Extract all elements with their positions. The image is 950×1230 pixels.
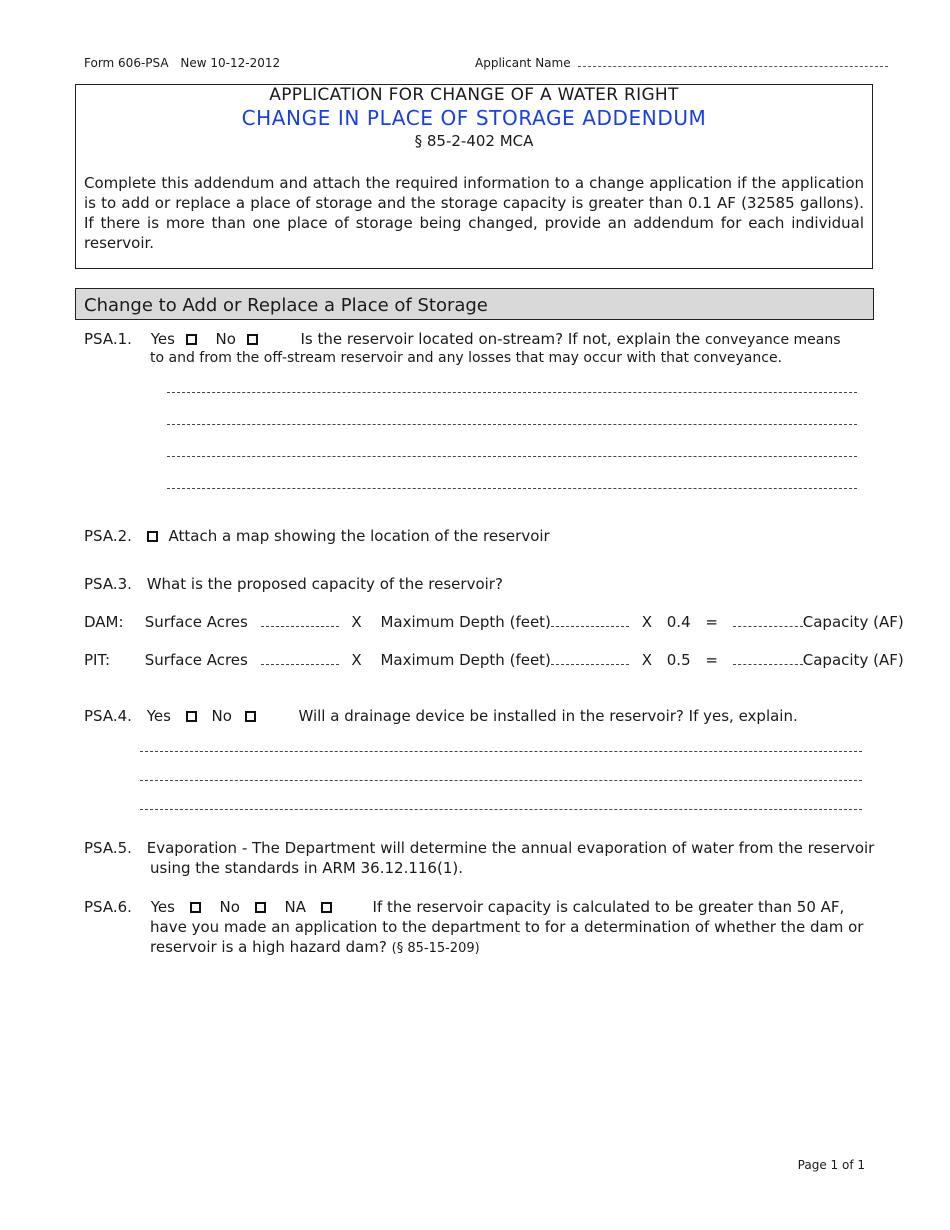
form-header-id	[84, 56, 280, 70]
pit-factor: 0.5	[666, 651, 691, 669]
section-heading	[75, 288, 874, 320]
pit-capacity-label: Capacity (AF)	[802, 651, 904, 669]
psa4-no-label: No	[211, 707, 232, 725]
dam-surface-label: Surface Acres	[144, 613, 248, 631]
pit-depth-label: Maximum Depth (feet)	[380, 651, 551, 669]
psa6-line3-row	[150, 938, 480, 956]
applicant-name-label: Applicant Name	[475, 56, 571, 70]
psa1-no-checkbox[interactable]	[247, 334, 258, 345]
psa1-answer-line[interactable]	[167, 488, 857, 489]
psa4-row	[84, 707, 798, 725]
psa3-row	[84, 575, 503, 593]
psa3-question: What is the proposed capacity of the reservoir?	[146, 575, 503, 593]
multiply-sign: X	[351, 651, 362, 669]
pit-capacity-input[interactable]	[733, 651, 803, 665]
psa6-na-label: NA	[284, 898, 306, 916]
multiply-sign: X	[641, 651, 652, 669]
psa4-question: Will a drainage device be installed in the reservoir? If yes, explain.	[298, 707, 798, 725]
psa4-answer-line[interactable]	[140, 809, 862, 810]
intro-paragraph: Complete this addendum and attach the required information to a change application if the application is to add or replace a place of storage and the storage capacity is greater than 0.1 AF (32585 gallons). If there is more than one place of storage being changed, provide an addendum for each individual reservoir.	[84, 174, 864, 252]
pit-surface-label: Surface Acres	[144, 651, 248, 669]
psa5-line1: Evaporation - The Department will determine the annual evaporation of water from the reservoir	[146, 839, 875, 857]
psa2-text: Attach a map showing the location of the reservoir	[168, 527, 550, 545]
psa6-yes-checkbox[interactable]	[190, 902, 201, 913]
psa4-no-checkbox[interactable]	[245, 711, 256, 722]
psa3-label: PSA.3.	[84, 575, 132, 593]
dam-surface-acres-input[interactable]	[261, 613, 339, 627]
pit-calc-row	[84, 651, 904, 669]
section-title: Change to Add or Replace a Place of Storage	[84, 295, 488, 316]
psa5-label: PSA.5.	[84, 839, 132, 857]
form-title: APPLICATION FOR CHANGE OF A WATER RIGHT	[269, 85, 679, 105]
psa6-line1: If the reservoir capacity is calculated to be greater than 50 AF,	[372, 898, 845, 916]
psa2-map-checkbox[interactable]	[147, 531, 158, 542]
psa6-no-checkbox[interactable]	[255, 902, 266, 913]
psa1-row	[84, 330, 841, 348]
psa6-line2: have you made an application to the department to for a determination of whether the dam or	[150, 918, 864, 936]
title-box	[75, 84, 873, 269]
psa1-yes-label: Yes	[150, 330, 175, 348]
applicant-name-row	[475, 56, 888, 70]
psa6-yes-label: Yes	[150, 898, 175, 916]
dam-capacity-input[interactable]	[733, 613, 803, 627]
psa1-answer-line[interactable]	[167, 392, 857, 393]
psa4-answer-line[interactable]	[140, 780, 862, 781]
psa1-question-line2: to and from the off-stream reservoir and any losses that may occur with that conveyance.	[150, 350, 783, 366]
psa1-label: PSA.1.	[84, 330, 132, 348]
psa5-row	[84, 839, 874, 857]
psa5-line2: using the standards in ARM 36.12.116(1).	[150, 859, 463, 877]
psa6-na-checkbox[interactable]	[321, 902, 332, 913]
psa4-yes-checkbox[interactable]	[186, 711, 197, 722]
dam-calc-row	[84, 613, 904, 631]
psa1-answer-line[interactable]	[167, 424, 857, 425]
psa1-question-small: conveyance means	[705, 332, 841, 348]
page-number: Page 1 of 1	[797, 1158, 865, 1172]
psa1-question: Is the reservoir located on-stream? If not, explain the	[300, 330, 701, 348]
multiply-sign: X	[351, 613, 362, 631]
pit-surface-acres-input[interactable]	[261, 651, 339, 665]
psa4-yes-label: Yes	[146, 707, 171, 725]
dam-depth-label: Maximum Depth (feet)	[380, 613, 551, 631]
psa1-yes-checkbox[interactable]	[186, 334, 197, 345]
addendum-title: CHANGE IN PLACE OF STORAGE ADDENDUM	[241, 106, 707, 130]
psa4-answer-line[interactable]	[140, 751, 862, 752]
psa4-label: PSA.4.	[84, 707, 132, 725]
form-id: Form 606-PSA	[84, 56, 169, 70]
statute-reference: § 85-2-402 MCA	[414, 132, 534, 150]
pit-label: PIT:	[84, 651, 111, 669]
psa6-line3: reservoir is a high hazard dam?	[150, 938, 387, 956]
psa1-answer-line[interactable]	[167, 456, 857, 457]
dam-label: DAM:	[84, 613, 124, 631]
psa6-statute: (§ 85-15-209)	[391, 941, 480, 956]
psa1-no-label: No	[215, 330, 236, 348]
equals-sign: =	[705, 613, 718, 631]
psa6-label: PSA.6.	[84, 898, 132, 916]
multiply-sign: X	[641, 613, 652, 631]
pit-max-depth-input[interactable]	[551, 651, 629, 665]
form-date: New 10-12-2012	[180, 56, 281, 70]
psa2-row	[84, 527, 550, 545]
psa2-label: PSA.2.	[84, 527, 132, 545]
psa6-no-label: No	[219, 898, 240, 916]
equals-sign: =	[705, 651, 718, 669]
psa6-row	[84, 898, 844, 916]
dam-factor: 0.4	[666, 613, 691, 631]
dam-max-depth-input[interactable]	[551, 613, 629, 627]
dam-capacity-label: Capacity (AF)	[802, 613, 904, 631]
applicant-name-field[interactable]	[578, 56, 888, 67]
